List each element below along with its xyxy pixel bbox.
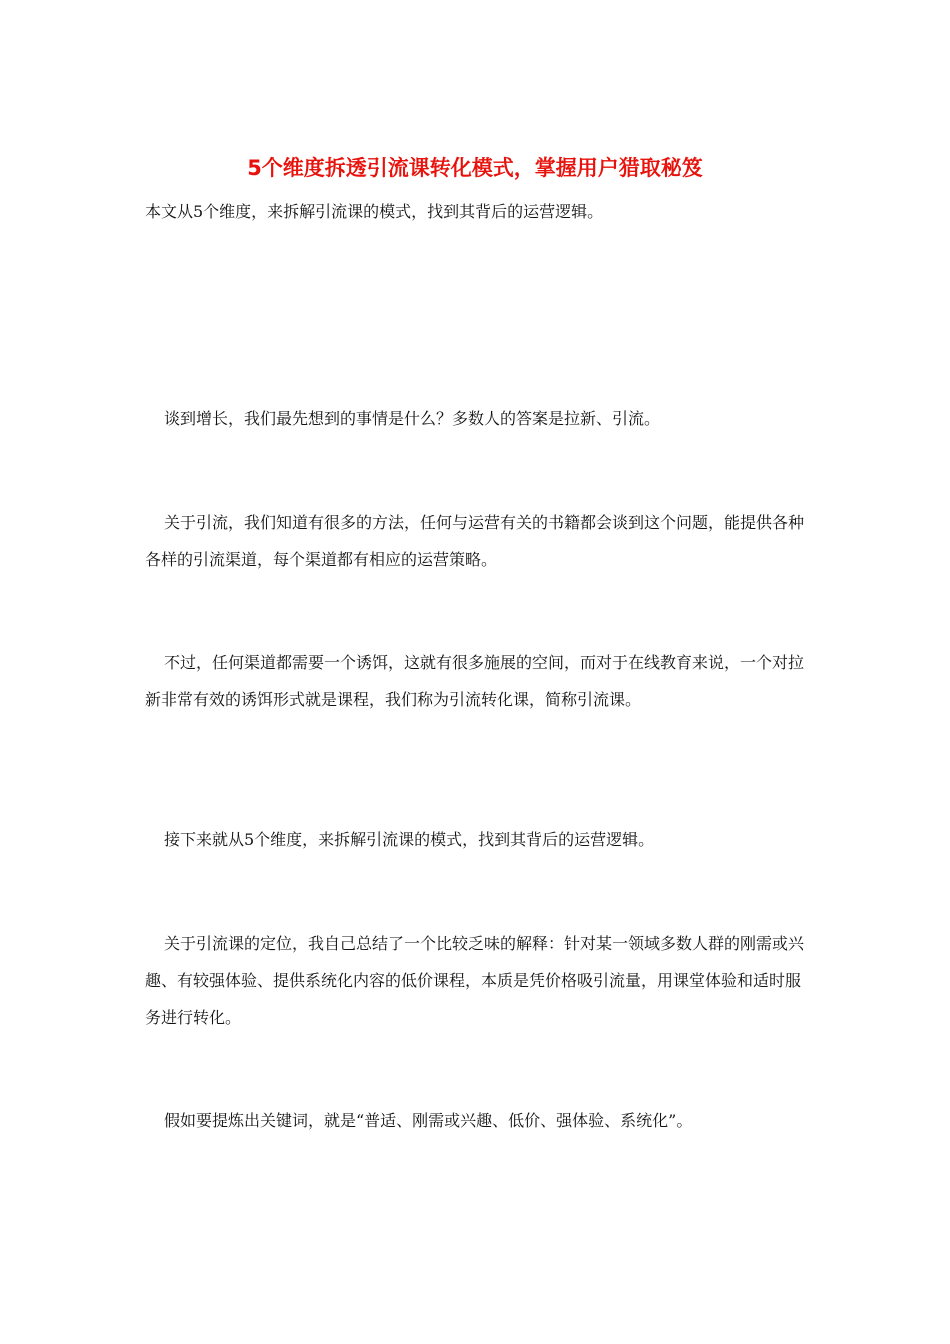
body-paragraph-3: 不过，任何渠道都需要一个诱饵，这就有很多施展的空间，而对于在线教育来说，一个对拉新非常有效的诱饵形式就是课程，我们称为引流转化课，简称引流课。 (145, 653, 805, 709)
document-title: 5个维度拆透引流课转化模式，掌握用户猎取秘笈 (247, 156, 703, 180)
body-paragraph-5: 关于引流课的定位，我自己总结了一个比较乏味的解释：针对某一领域多数人群的刚需或兴趣、有较强体验、提供系统化内容的低价课程，本质是凭价格吸引流量，用课堂体验和适时服务进行转化。 (145, 934, 805, 1027)
body-paragraph-2: 关于引流，我们知道有很多的方法，任何与运营有关的书籍都会谈到这个问题，能提供各种各样的引流渠道，每个渠道都有相应的运营策略。 (145, 513, 805, 569)
intro-paragraph: 本文从5个维度，来拆解引流课的模式，找到其背后的运营逻辑。 (145, 202, 604, 221)
body-paragraph-1: 谈到增长，我们最先想到的事情是什么？多数人的答案是拉新、引流。 (164, 409, 661, 428)
body-paragraph-6: 假如要提炼出关键词，就是“普适、刚需或兴趣、低价、强体验、系统化”。 (164, 1111, 693, 1130)
body-paragraph-4: 接下来就从5个维度，来拆解引流课的模式，找到其背后的运营逻辑。 (164, 830, 655, 849)
